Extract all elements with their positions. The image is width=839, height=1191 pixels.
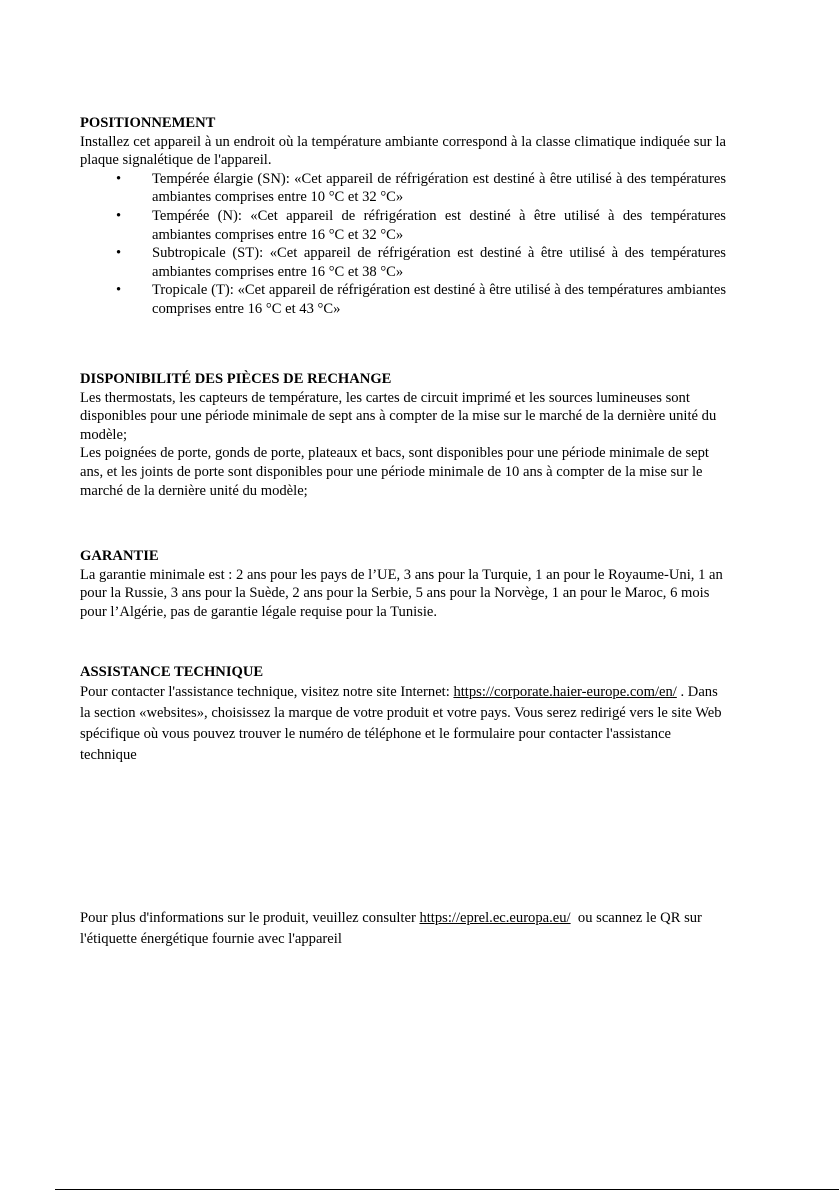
climate-class-item: [80, 281, 726, 318]
spare-parts-heading: DISPONIBILITÉ DES PIÈCES DE RECHANGE: [80, 371, 392, 387]
more-info-section: [80, 908, 726, 950]
climate-class-text: Tempérée (N): «Cet appareil de réfrigération est destiné à être utilisé à des températures ambiantes comprises entre 16 °C et 32 °C»: [152, 207, 726, 243]
haier-support-link[interactable]: https://corporate.haier-europe.com/en/: [453, 683, 677, 700]
footer-rule: [55, 1189, 839, 1190]
climate-class-item: [80, 170, 726, 207]
positioning-section: [80, 114, 726, 319]
spare-parts-paragraph: Les poignées de porte, gonds de porte, plateaux et bacs, sont disponibles pour une période minimale de sept ans, et les joints de porte sont disponibles pour une période minimale de 10 ans à compter de la mise sur le marché de la dernière unité du modèle;: [80, 445, 709, 499]
bullet-icon: •: [116, 207, 122, 224]
warranty-heading: GARANTIE: [80, 548, 159, 564]
positioning-heading: POSITIONNEMENT: [80, 115, 216, 131]
more-info-text-before: Pour plus d'informations sur le produit, veuillez consulter: [80, 910, 420, 926]
assistance-text: [80, 682, 726, 766]
climate-class-list: [80, 170, 726, 319]
bullet-icon: •: [116, 282, 122, 299]
assistance-text-after: . Dans la section «websites», choisissez la marque de votre produit et votre pays. Vous serez redirigé vers le site Web spécifique où vous pouvez trouver le numéro de téléphone et le formulaire pour contacter l'assistance technique: [80, 683, 722, 763]
more-info-text: [80, 908, 726, 950]
bullet-icon: •: [116, 245, 122, 262]
bullet-icon: •: [116, 170, 122, 187]
assistance-heading: ASSISTANCE TECHNIQUE: [80, 664, 264, 680]
warranty-text: La garantie minimale est : 2 ans pour les pays de l’UE, 3 ans pour la Turquie, 1 an pour le Royaume-Uni, 1 an pour la Russie, 3 ans pour la Suède, 2 ans pour la Serbie, 5 ans pour la Norvège, 1 an pour le Maroc, 6 mois pour l’Algérie, pas de garantie légale requise pour la Tunisie.: [80, 566, 723, 620]
spare-parts-section: [80, 370, 726, 500]
climate-class-item: [80, 207, 726, 244]
climate-class-text: Tropicale (T): «Cet appareil de réfrigération est destiné à être utilisé à des températures ambiantes comprises entre 16 °C et 43 °C»: [152, 282, 726, 317]
eprel-link[interactable]: https://eprel.ec.europa.eu/: [419, 910, 571, 926]
positioning-intro: Installez cet appareil à un endroit où la température ambiante correspond à la classe climatique indiquée sur la plaque signalétique de l'appareil.: [80, 133, 726, 169]
spare-parts-paragraph: Les thermostats, les capteurs de température, les cartes de circuit imprimé et les sources lumineuses sont disponibles pour une période minimale de sept ans à compter de la mise sur le marché de la dernière unité du modèle;: [80, 389, 717, 443]
climate-class-text: Subtropicale (ST): «Cet appareil de réfrigération est destiné à être utilisé à des températures ambiantes comprises entre 16 °C et 38 °C»: [152, 245, 726, 280]
assistance-section: [80, 663, 726, 766]
warranty-section: [80, 547, 726, 621]
climate-class-text: Tempérée élargie (SN): «Cet appareil de réfrigération est destiné à être utilisé à des températures ambiantes comprises entre 10 °C et 32 °C»: [152, 170, 726, 206]
climate-class-item: [80, 244, 726, 281]
assistance-text-before: Pour contacter l'assistance technique, visitez notre site Internet:: [80, 683, 454, 700]
more-info-text-after: ou scannez le QR sur l'étiquette énergétique fournie avec l'appareil: [80, 910, 706, 947]
